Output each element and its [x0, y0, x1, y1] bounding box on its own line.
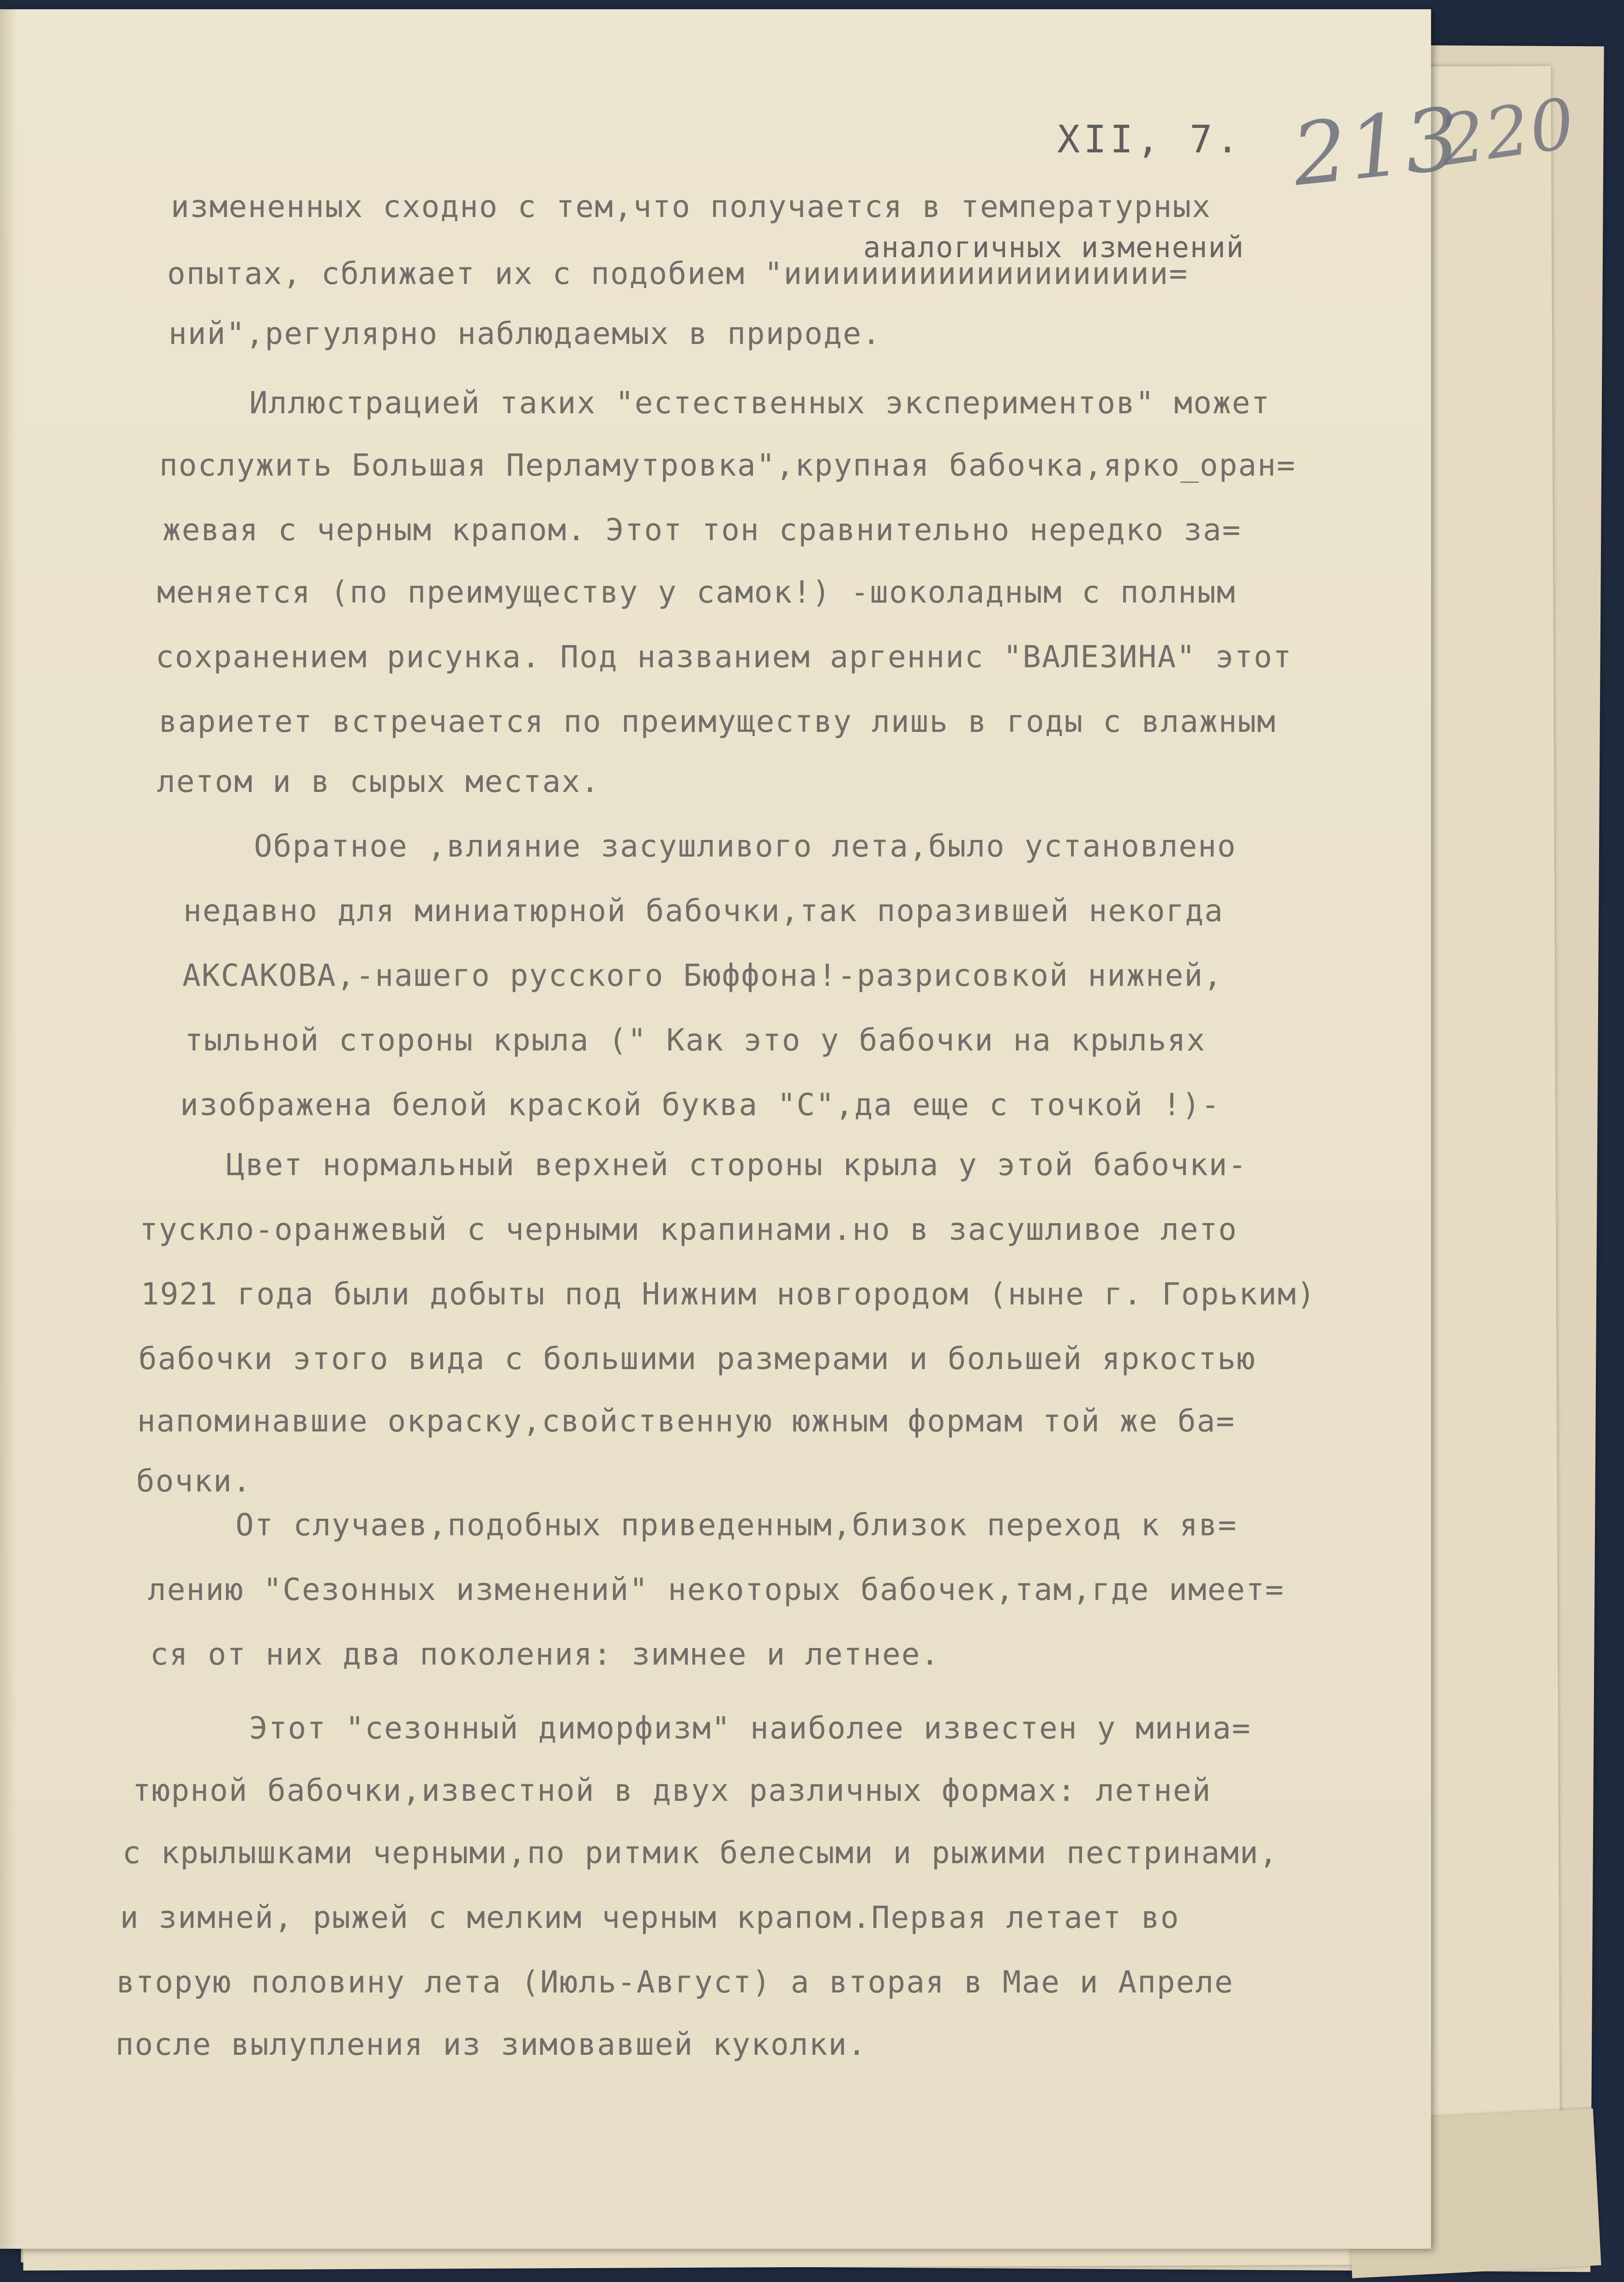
text-line: Иллюстрацией таких "естественных экспериментов" может	[249, 385, 1270, 421]
handwritten-folio-number: 213	[1287, 88, 1466, 205]
text-line: тыльной стороны крыла (" Как это у бабочки на крыльях	[185, 1022, 1206, 1058]
text-line: тюрной бабочки,известной в двух различных формах: летней	[132, 1773, 1212, 1808]
page-number: XII, 7.	[1057, 118, 1243, 162]
text-line: лению "Сезонных изменений" некоторых бабочек,там,где имеет=	[148, 1572, 1285, 1607]
text-line: после вылупления из зимовавшей куколки.	[115, 2027, 867, 2062]
text-line: ний",регулярно наблюдаемых в природе.	[168, 316, 882, 351]
text-line: ся от них два поколения: зимнее и летнее.	[150, 1636, 940, 1672]
text-line: вторую половину лета (Июль-Август) а вторая в Мае и Апреле	[116, 1964, 1234, 2000]
text-line: с крылышками черными,по ритмик белесыми и рыжими пестринами,	[122, 1835, 1279, 1871]
text-line: 1921 года были добыты под Нижним новгородом (ныне г. Горьким)	[141, 1276, 1316, 1312]
text-line: Обратное ,влияние засушливого лета,было установлено	[254, 828, 1237, 864]
page-fold-shadow	[0, 9, 17, 2249]
text-line: изображена белой краской буква "С",да еще с точкой !)-	[180, 1087, 1221, 1123]
text-line: напоминавшие окраску,свойственную южным формам той же ба=	[137, 1403, 1235, 1439]
text-line: Этот "сезонный диморфизм" наиболее известен у миниа=	[249, 1710, 1251, 1746]
text-line: бабочки этого вида с большими размерами и большей яркостью	[138, 1341, 1256, 1376]
text-line: опытах, сближает их с подобием "ииииииииииииииииииии=	[167, 256, 1188, 291]
text-line: вариетет встречается по преимуществу лишь в годы с влажным	[159, 704, 1276, 739]
text-line: и зимней, рыжей с мелким черным крапом.Первая летает во	[120, 1900, 1180, 1935]
text-line: бочки.	[136, 1463, 252, 1499]
text-line: АКСАКОВА,-нашего русского Бюффона!-разрисовкой нижней,	[182, 958, 1223, 993]
text-line: сохранением рисунка. Под названием аргеннис "ВАЛЕЗИНА" этот	[156, 639, 1293, 675]
text-line: меняется (по преимуществу у самок!) -шоколадным с полным	[157, 574, 1236, 610]
text-line: измененных сходно с тем,что получается в температурных	[171, 189, 1211, 224]
text-line: От случаев,подобных приведенным,близок переход к яв=	[235, 1507, 1238, 1543]
text-line-insertion: аналогичных изменений	[863, 230, 1245, 264]
text-line: Цвет нормальный верхней стороны крыла у этой бабочки-	[226, 1147, 1247, 1183]
text-line: летом и в сырых местах.	[157, 764, 600, 799]
text-line: тускло-оранжевый с черными крапинами.но в засушливое лето	[139, 1212, 1238, 1247]
text-line: недавно для миниатюрной бабочки,так поразившей некогда	[183, 893, 1224, 929]
text-line: жевая с черным крапом. Этот тон сравнительно нередко за=	[162, 512, 1242, 548]
text-line: послужить Большая Перламутровка",крупная бабочка,ярко_оран=	[159, 447, 1296, 483]
handwritten-folio-number-secondary: 220	[1435, 83, 1580, 182]
